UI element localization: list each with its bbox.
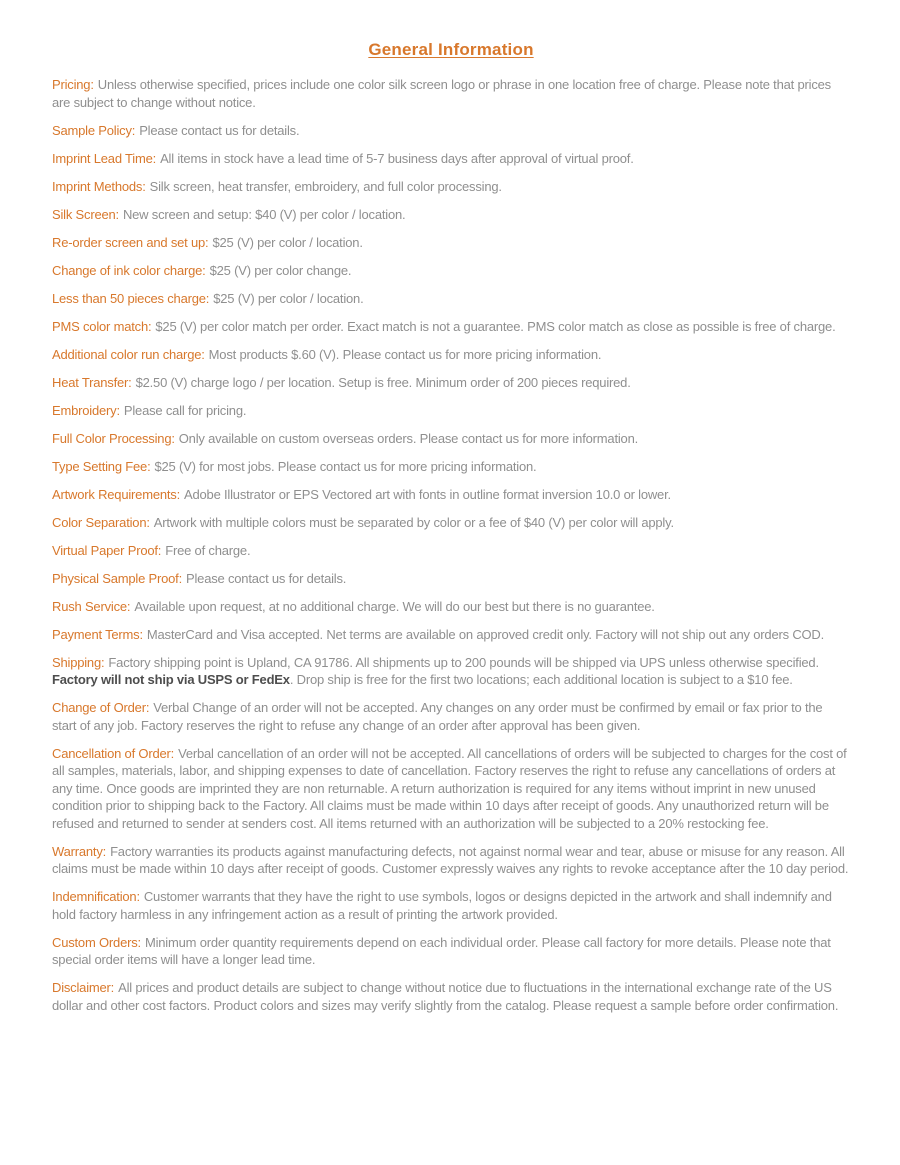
policy-paragraph — [52, 888, 850, 923]
policy-term-label: Virtual Paper Proof: — [52, 542, 162, 558]
policy-paragraph — [52, 598, 850, 616]
policy-paragraph — [52, 178, 850, 196]
policy-term-label: Silk Screen: — [52, 206, 119, 222]
policy-paragraph — [52, 458, 850, 476]
policy-term-label: Additional color run charge: — [52, 346, 205, 362]
policy-term-text: New screen and setup: $40 (V) per color / location. — [122, 206, 406, 222]
policy-term-text: All items in stock have a lead time of 5-7 business days after approval of virtual proof. — [160, 150, 634, 166]
policy-paragraph — [52, 486, 850, 504]
policy-paragraph — [52, 206, 850, 224]
policy-paragraph — [52, 402, 850, 420]
policy-term-text: $2.50 (V) charge logo / per location. Setup is free. Minimum order of 200 pieces required. — [135, 374, 631, 390]
policy-paragraph — [52, 234, 850, 252]
policy-term-text: All prices and product details are subject to change without notice due to fluctuations in the international exchange rate of the US dollar and other cost factors. Product colors and sizes may verify slightly from the catalog. Please request a sample before order confirmation. — [52, 980, 839, 1013]
policy-term-label: Re-order screen and set up: — [52, 234, 209, 250]
policy-term-label: Cancellation of Order: — [52, 745, 175, 761]
policy-term-text-after: . Drop ship is free for the first two locations; each additional location is subject to a $10 fee. — [289, 672, 793, 687]
policy-term-label: Shipping: — [52, 654, 105, 670]
policy-term-text: $25 (V) per color match per order. Exact match is not a guarantee. PMS color match as close as possible is free of charge. — [155, 318, 836, 334]
policy-paragraph — [52, 318, 850, 336]
policy-term-label: Change of ink color charge: — [52, 262, 206, 278]
policy-paragraph — [52, 654, 850, 689]
policy-term-label: Disclaimer: — [52, 980, 115, 995]
policy-paragraph — [52, 979, 850, 1014]
policy-term-label: Embroidery: — [52, 402, 120, 418]
policy-list — [52, 76, 850, 1014]
policy-paragraph — [52, 699, 850, 734]
policy-term-label: Physical Sample Proof: — [52, 570, 182, 586]
policy-term-label: Heat Transfer: — [52, 374, 132, 390]
policy-term-label: Rush Service: — [52, 598, 131, 614]
policy-term-text: Please contact us for details. — [186, 570, 347, 586]
policy-term-label: Imprint Methods: — [52, 178, 146, 194]
policy-term-text: Please call for pricing. — [123, 402, 247, 418]
policy-term-label: Warranty: — [52, 843, 107, 859]
policy-paragraph — [52, 934, 850, 969]
policy-term-label: Pricing: — [52, 77, 94, 92]
policy-term-label: Payment Terms: — [52, 626, 143, 642]
policy-term-label: Sample Policy: — [52, 122, 136, 138]
policy-term-text: Most products $.60 (V). Please contact us for more pricing information. — [208, 346, 602, 362]
policy-paragraph — [52, 290, 850, 308]
policy-term-text: Verbal cancellation of an order will not be accepted. All cancellations of orders will be subjected to charges for the cost of all samples, materials, labor, and shipping expenses to date of cancellation. Factory reserves the right to refuse any cancellations of orders at any time. Once goods are imprinted they are non returnable. A return authorization is required for any items without imprint in new unused condition prior to shipping back to the Factory. All claims must be made within 10 days after receipt of goods. Any unauthorized return will be refused and returned to sender at senders cost. All items returned with an authorization will be subjected to a 20% restocking fee. — [52, 745, 847, 831]
policy-term-text: $25 (V) per color / location. — [212, 234, 363, 250]
policy-term-text: Only available on custom overseas orders. Please contact us for more information. — [178, 430, 639, 446]
policy-term-text: Adobe Illustrator or EPS Vectored art with fonts in outline format inversion 10.0 or lower. — [184, 486, 671, 502]
policy-term-label: Custom Orders: — [52, 934, 141, 950]
policy-term-text: Free of charge. — [165, 542, 251, 558]
policy-term-text: Minimum order quantity requirements depend on each individual order. Please call factory for more details. Please note that special order items will have a longer lead time. — [52, 934, 831, 967]
policy-term-label: Full Color Processing: — [52, 430, 175, 446]
policy-term-text: MasterCard and Visa accepted. Net terms are available on approved credit only. Factory will not ship out any orders COD. — [146, 626, 825, 642]
policy-term-text: Unless otherwise specified, prices include one color silk screen logo or phrase in one location free of charge. Please note that prices are subject to change without notice. — [52, 77, 831, 110]
policy-term-label: Less than 50 pieces charge: — [52, 290, 210, 306]
policy-paragraph — [52, 430, 850, 448]
policy-term-text: $25 (V) per color change. — [209, 262, 352, 278]
policy-term-text: $25 (V) for most jobs. Please contact us for more pricing information. — [154, 458, 537, 474]
policy-paragraph — [52, 514, 850, 532]
policy-paragraph — [52, 122, 850, 140]
policy-paragraph — [52, 745, 850, 833]
policy-paragraph — [52, 150, 850, 168]
policy-term-text: Available upon request, at no additional charge. We will do our best but there is no guarantee. — [134, 598, 655, 614]
policy-term-label: Type Setting Fee: — [52, 458, 151, 474]
policy-term-text: Customer warrants that they have the right to use symbols, logos or designs depicted in the artwork and shall indemnify and hold factory harmless in any infringement action as a result of printing the artwork provided. — [52, 889, 832, 922]
policy-term-label: Color Separation: — [52, 514, 150, 530]
policy-paragraph — [52, 626, 850, 644]
policy-paragraph — [52, 346, 850, 364]
policy-term-label: Change of Order: — [52, 700, 150, 715]
policy-term-text: Please contact us for details. — [139, 122, 300, 138]
policy-term-text: Factory shipping point is Upland, CA 91786. All shipments up to 200 pounds will be shipped via UPS unless otherwise specified. — [108, 654, 819, 670]
policy-paragraph — [52, 262, 850, 280]
policy-term-text: Verbal Change of an order will not be accepted. Any changes on any order must be confirmed by email or fax prior to the start of any job. Factory reserves the right to refuse any change of an order after approval has been given. — [52, 700, 823, 733]
policy-paragraph — [52, 843, 850, 878]
policy-paragraph — [52, 570, 850, 588]
policy-paragraph — [52, 374, 850, 392]
policy-term-text: Factory warranties its products against manufacturing defects, not against normal wear and tear, abuse or misuse for any reason. All claims must be made within 10 days after receipt of goods. Customer expressly waives any rights to revoke acceptance after the 10 day period. — [52, 843, 849, 876]
policy-paragraph — [52, 542, 850, 560]
policy-term-label: PMS color match: — [52, 318, 152, 334]
policy-term-label: Artwork Requirements: — [52, 486, 181, 502]
policy-term-label: Indemnification: — [52, 889, 140, 904]
policy-term-text: Artwork with multiple colors must be separated by color or a fee of $40 (V) per color will apply. — [153, 514, 674, 530]
policy-term-text: $25 (V) per color / location. — [213, 290, 364, 306]
page-title: General Information — [368, 40, 534, 59]
policy-term-bold-text: Factory will not ship via USPS or FedEx — [52, 672, 290, 687]
policy-term-label: Imprint Lead Time: — [52, 150, 157, 166]
policy-term-text: Silk screen, heat transfer, embroidery, and full color processing. — [149, 178, 502, 194]
policy-paragraph — [52, 76, 850, 111]
